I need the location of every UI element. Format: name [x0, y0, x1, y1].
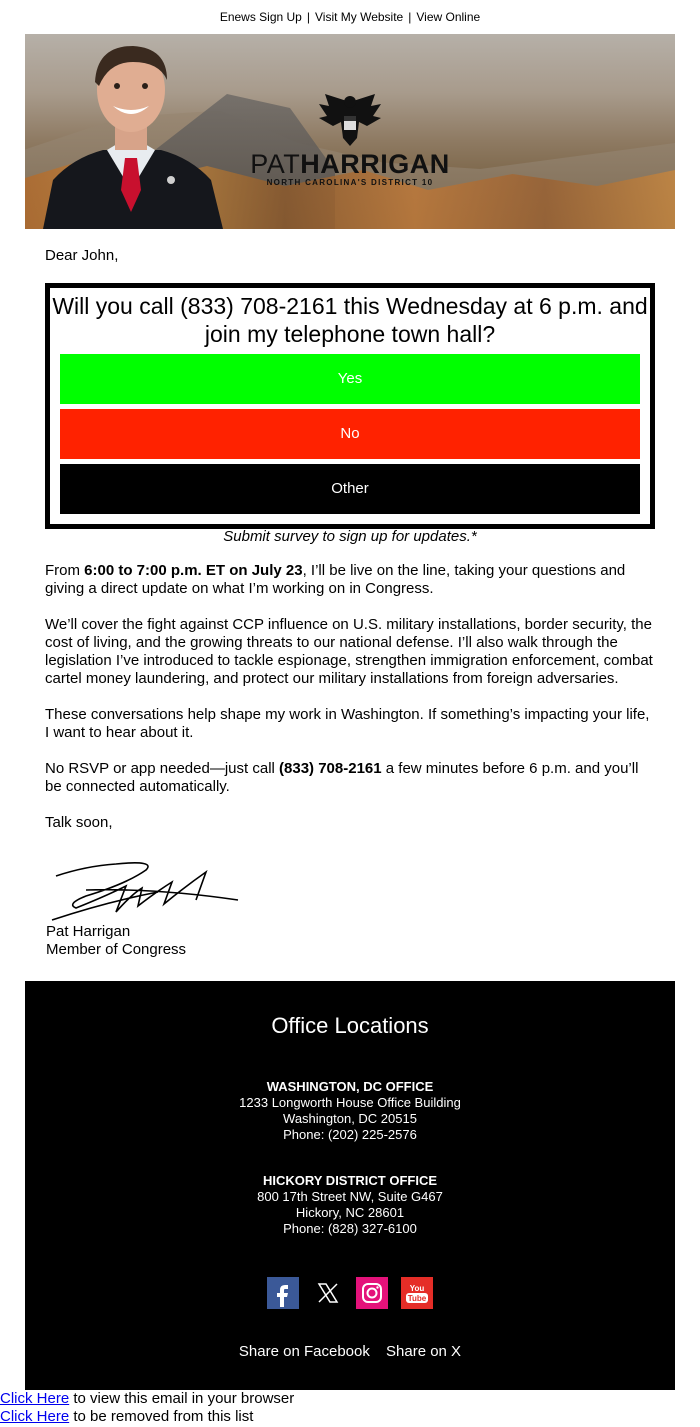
office-name: HICKORY DISTRICT OFFICE	[262, 1173, 438, 1188]
top-nav	[0, 0, 700, 34]
paragraph-4	[45, 760, 655, 796]
survey-question: Will you call (833) 708-2161 this Wednesday at 6 p.m. and join my telephone town hall?	[52, 293, 648, 347]
survey-other-button[interactable]: Other	[60, 464, 640, 514]
signer-name: Pat Harrigan	[46, 923, 131, 940]
greeting-text: Dear John,	[45, 247, 119, 264]
paragraph-1	[45, 562, 655, 598]
survey-box	[45, 283, 655, 529]
logo-subtitle: NORTH CAROLINA'S DISTRICT 10	[266, 178, 434, 187]
visit-website-link[interactable]: Visit My Website	[314, 10, 404, 24]
view-in-browser-row	[0, 1390, 294, 1408]
pat-harrigan-logo	[230, 92, 470, 187]
closing: Talk soon,	[45, 814, 113, 831]
social-icons	[25, 1277, 675, 1309]
eagle-icon	[315, 92, 385, 148]
view-online-link[interactable]: View Online	[416, 10, 481, 24]
instagram-icon[interactable]	[356, 1277, 388, 1309]
bottom-links	[0, 1390, 294, 1426]
paragraph-3: These conversations help shape my work in Washington. If something’s impacting your life, I want to hear about it.	[45, 706, 650, 741]
office-address-1: 1233 Longworth House Office Building	[239, 1095, 461, 1110]
logo-first-name: PAT	[250, 149, 301, 179]
signer-title: Member of Congress	[46, 941, 187, 958]
office-name: WASHINGTON, DC OFFICE	[266, 1079, 434, 1094]
office-locations-heading: Office Locations	[271, 1013, 429, 1038]
logo-last-name: HARRIGAN	[300, 149, 450, 179]
youtube-label-bottom: Tube	[407, 1294, 426, 1303]
unsubscribe-link[interactable]: Click Here	[0, 1408, 70, 1425]
paragraph-2: We’ll cover the fight against CCP influence on U.S. military installations, border security, the cost of living, and the growing threats to our national defense. I’ll also walk through the legislation I’ve introduced to tackle espionage, strengthen immigration enforcement, combat cartel money laundering, and protect our military installations from foreign adversaries.	[45, 616, 653, 687]
p1-post: , I’ll be live on the line, taking your questions and giving a direct update on what I’m working on in Congress.	[45, 562, 626, 597]
office-address-1: 800 17th Street NW, Suite G467	[257, 1189, 443, 1204]
footer-offices	[25, 981, 675, 1390]
p4-phone: (833) 708-2161	[279, 760, 382, 777]
signature-image	[46, 856, 246, 926]
survey-yes-button[interactable]: Yes	[60, 354, 640, 404]
view-in-browser-text: to view this email in your browser	[69, 1390, 295, 1407]
nav-separator: |	[408, 10, 412, 24]
enews-signup-link[interactable]: Enews Sign Up	[219, 10, 302, 24]
office-phone: Phone: (828) 327-6100	[283, 1221, 417, 1236]
office-phone: Phone: (202) 225-2576	[283, 1127, 417, 1142]
unsubscribe-text: to be removed from this list	[69, 1408, 254, 1425]
office-address-2: Washington, DC 20515	[283, 1111, 417, 1126]
youtube-label-top: You	[409, 1284, 424, 1293]
youtube-icon[interactable]	[401, 1277, 433, 1309]
view-in-browser-link[interactable]: Click Here	[0, 1390, 70, 1407]
unsubscribe-row	[0, 1408, 294, 1426]
office-address-2: Hickory, NC 28601	[295, 1205, 405, 1220]
portrait-photo	[33, 40, 229, 229]
survey-no-button[interactable]: No	[60, 409, 640, 459]
p4-post: a few minutes before 6 p.m. and you’ll be connected automatically.	[45, 760, 639, 795]
x-icon[interactable]	[312, 1277, 344, 1309]
dc-office	[25, 1079, 675, 1143]
share-links	[25, 1343, 675, 1360]
p4-pre: No RSVP or app needed—just call	[45, 760, 280, 777]
header-banner	[25, 34, 675, 229]
survey-note: Submit survey to sign up for updates.*	[223, 528, 477, 545]
facebook-icon[interactable]	[267, 1277, 299, 1309]
signer-block	[46, 923, 186, 959]
email-body	[45, 562, 655, 850]
greeting	[45, 247, 655, 265]
nav-separator: |	[306, 10, 310, 24]
p1-pre: From	[45, 562, 85, 579]
hickory-office	[25, 1173, 675, 1237]
share-facebook-link[interactable]: Share on Facebook	[238, 1343, 370, 1360]
share-x-link[interactable]: Share on X	[386, 1343, 462, 1360]
p1-bold: 6:00 to 7:00 p.m. ET on July 23	[84, 562, 303, 579]
